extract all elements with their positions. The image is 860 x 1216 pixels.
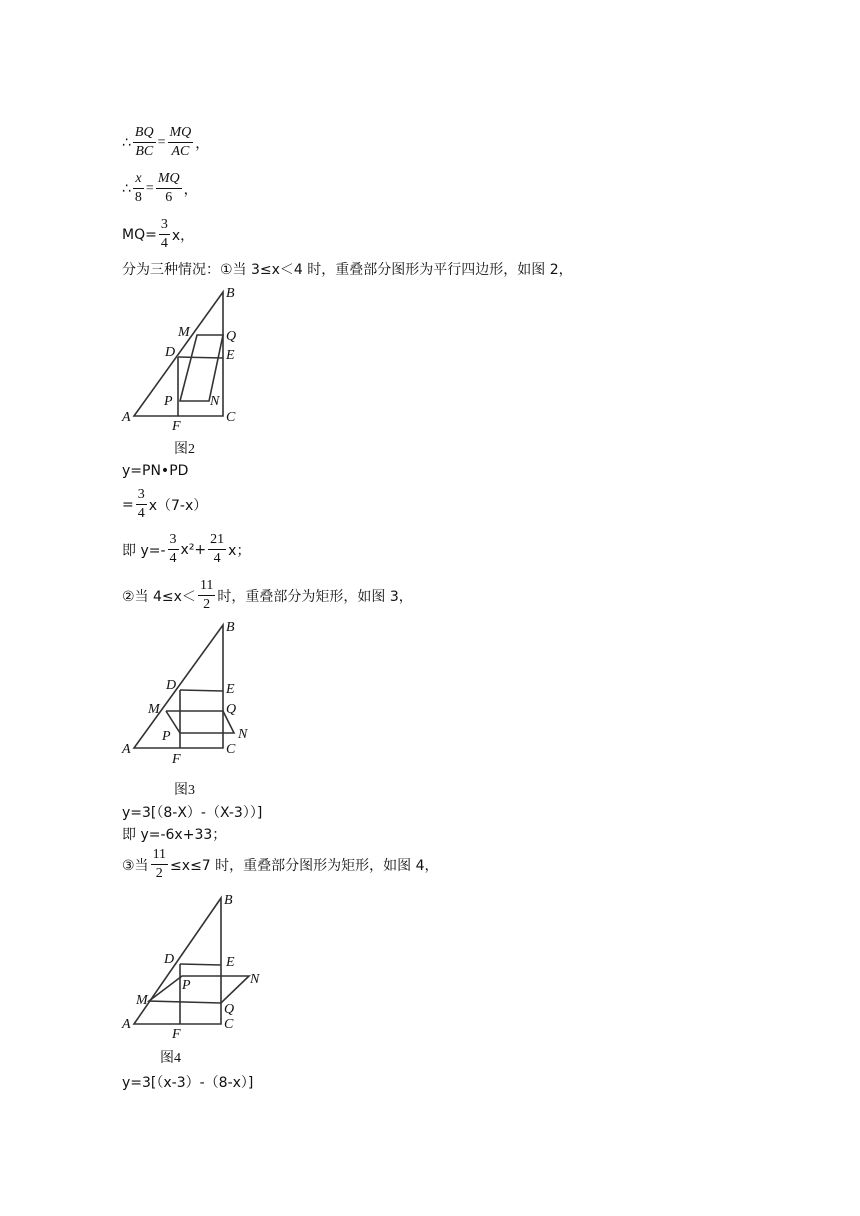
label-a: A (122, 410, 131, 425)
fraction-x-8 (133, 170, 144, 207)
label-p: P (162, 729, 171, 744)
label-c: C (226, 410, 236, 425)
equation-y-quadratic (122, 531, 250, 568)
figure-3 (118, 617, 268, 799)
case-intro-text: 分为三种情况：①当 3≤x＜4 时，重叠部分图形为平行四边形，如图 2， (122, 262, 573, 278)
case-suffix: 时，重叠部分为矩形，如图 3， (217, 588, 413, 605)
label-p: P (182, 978, 191, 993)
denominator: AC (171, 144, 190, 159)
fraction-mq-ac (168, 124, 194, 161)
numerator: 11 (198, 577, 215, 596)
equation-substitution: ∴ $\frac{x}{8}$ = $\frac{MQ}{6}$ ， (122, 171, 198, 205)
label-c: C (226, 742, 236, 757)
equation-prefix: 即 y=- (122, 542, 166, 559)
label-q: Q (226, 702, 237, 717)
numerator: 21 (208, 531, 226, 550)
denominator: 6 (165, 190, 173, 205)
equation-prefix: = (122, 496, 134, 513)
y-case-2: y=3[（8-X）-（X-3））] (122, 805, 263, 821)
figure-2-caption: 图2 (174, 442, 195, 457)
y-case-2-result: 即 y=-6x+33； (122, 827, 227, 843)
denominator: 4 (137, 506, 145, 521)
label-m: M (148, 702, 160, 717)
denominator: 2 (203, 597, 211, 612)
equation-similar-ratio: ∴ $\frac{BQ}{BC}$ = $\frac{MQ}{AC}$ ， (122, 125, 210, 159)
label-n: N (238, 727, 248, 742)
label-a: A (122, 1017, 131, 1032)
numerator: BQ (133, 124, 156, 143)
denominator: BC (135, 144, 154, 159)
numerator: x (133, 170, 143, 189)
label-e: E (226, 348, 235, 363)
fraction-mq-6 (156, 170, 182, 207)
label-n: N (250, 972, 260, 987)
equation-y-product (122, 486, 207, 523)
label-b: B (226, 286, 235, 301)
figure-4-caption: 图4 (160, 1051, 181, 1066)
y-definition: y=PN•PD (122, 463, 189, 479)
label-f: F (172, 419, 181, 434)
segment-de (180, 964, 221, 965)
label-c: C (224, 1017, 234, 1032)
denominator: 4 (169, 551, 177, 566)
equation-prefix: MQ= (122, 226, 157, 243)
segment-de (178, 357, 223, 358)
fraction-21-4 (208, 531, 226, 568)
label-b: B (226, 620, 235, 635)
label-m: M (136, 993, 148, 1008)
punctuation: ， (195, 135, 210, 152)
label-q: Q (226, 329, 237, 344)
fraction-11-2 (151, 846, 168, 883)
label-f: F (172, 1027, 181, 1042)
therefore-symbol: ∴ (122, 134, 131, 151)
parallelogram-mqnp (180, 335, 223, 401)
punctuation: ， (183, 181, 198, 198)
fraction-3-4 (168, 531, 179, 568)
denominator: 4 (213, 551, 221, 566)
case-suffix: ≤x≤7 时，重叠部分图形为矩形，如图 4， (170, 857, 439, 874)
label-q: Q (224, 1002, 235, 1017)
denominator: 4 (160, 236, 168, 251)
case-2-text (122, 577, 413, 614)
label-d: D (166, 678, 177, 693)
figure-4 (118, 890, 278, 1070)
label-d: D (165, 345, 176, 360)
equation-middle: x²+ (180, 541, 207, 558)
fraction-3-4 (136, 486, 147, 523)
equation-suffix: x； (228, 542, 251, 559)
case-3-text (122, 846, 439, 883)
equation-suffix: x， (171, 227, 195, 244)
label-f: F (172, 752, 181, 767)
label-a: A (122, 742, 131, 757)
numerator: MQ (168, 124, 194, 143)
denominator: 8 (134, 190, 142, 205)
numerator: 3 (159, 216, 170, 235)
segment-de (180, 690, 223, 691)
therefore-symbol: ∴ (122, 180, 131, 197)
numerator: 3 (168, 531, 179, 550)
equation-mq (122, 216, 194, 253)
label-b: B (224, 893, 233, 908)
fraction-11-2 (198, 577, 215, 614)
figure-3-caption: 图3 (174, 783, 195, 798)
figure-2 (118, 283, 268, 458)
label-d: D (164, 952, 175, 967)
numerator: MQ (156, 170, 182, 189)
label-n: N (210, 394, 220, 409)
label-p: P (164, 394, 173, 409)
numerator: 11 (151, 846, 168, 865)
case-prefix: ②当 4≤x＜ (122, 588, 196, 605)
label-e: E (226, 955, 235, 970)
fraction-3-4 (159, 216, 170, 253)
label-m: M (178, 325, 190, 340)
label-e: E (226, 682, 235, 697)
case-prefix: ③当 (122, 857, 149, 874)
denominator: 2 (155, 866, 163, 881)
fraction-bq-bc (133, 124, 156, 161)
y-case-3: y=3[（x-3）-（8-x）] (122, 1075, 254, 1091)
equation-suffix: x（7-x） (148, 497, 208, 514)
numerator: 3 (136, 486, 147, 505)
